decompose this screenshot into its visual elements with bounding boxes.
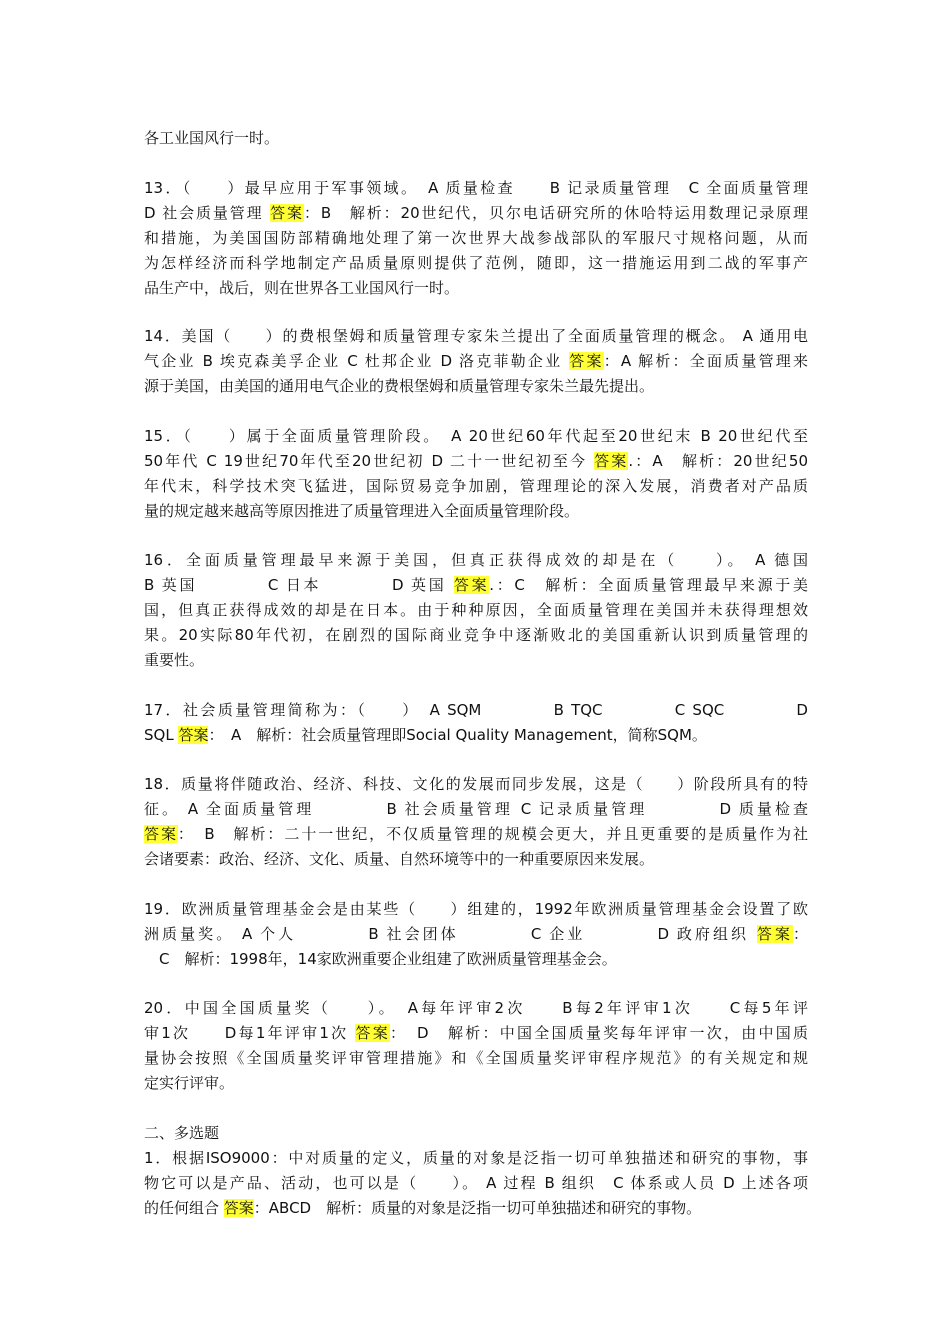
- answer-highlight: 答案: [178, 726, 209, 744]
- lead-paragraph: [144, 126, 808, 151]
- question-14: [144, 324, 808, 399]
- text-line: 量协会按照《全国质量奖评审管理措施》和《全国质量奖评审程序规范》的有关规定和规: [144, 1049, 808, 1067]
- text-line: 的任何组合 答案：ABCD 解析：质量的对象是泛指一切可单独描述和研究的事物。: [144, 1199, 702, 1217]
- question-19: [144, 897, 808, 972]
- text-line: 源于美国，由美国的通用电气企业的费根堡姆和质量管理专家朱兰最先提出。: [144, 377, 655, 395]
- text-line: 定实行评审。: [144, 1074, 235, 1092]
- text-line: 气企业 B 埃克森美孚企业 C 杜邦企业 D 洛克菲勒企业 答案：A 解析：全面质量管理来: [144, 352, 808, 370]
- text-line: SQL 答案： A 解析：社会质量管理即Social Quality Management，简称SQM。: [144, 726, 707, 744]
- text-line: 和措施，为美国国防部精确地处理了第一次世界大战参战部队的军服尺寸规格问题，从而: [144, 229, 808, 247]
- question-15: [144, 424, 808, 524]
- text-line: 量的规定越来越高等原因推进了质量管理进入全面质量管理阶段。: [144, 502, 580, 520]
- text-line: 20．中国全国质量奖（ ）。 A每年评审2次 B每2年评审1次 C每5年评: [144, 999, 808, 1017]
- answer-highlight: 答案: [594, 452, 629, 470]
- text-line: 为怎样经济而科学地制定产品质量原则提供了范例，随即，这一措施运用到二战的军事产: [144, 254, 808, 272]
- question-18: [144, 772, 808, 872]
- section-heading: [144, 1121, 808, 1146]
- text-line: 洲质量奖。 A 个人 B 社会团体 C 企业 D 政府组织 答案：: [144, 925, 808, 943]
- text-line: 答案： B 解析：二十一世纪，不仅质量管理的规模会更大，并且更重要的是质量作为社: [144, 825, 808, 843]
- answer-highlight: 答案: [756, 925, 793, 943]
- text-line: 16．全面质量管理最早来源于美国，但真正获得成效的却是在（ ）。 A 德国: [144, 551, 808, 569]
- text-line: 17．社会质量管理简称为：（ ） A SQM B TQC C SQC D: [144, 701, 808, 719]
- question-13: [144, 176, 808, 301]
- text-line: 国，但真正获得成效的却是在日本。由于种种原因，全面质量管理在美国并未获得理想效: [144, 601, 808, 619]
- text-line: 各工业国风行一时。: [144, 129, 280, 147]
- text-line: 会诸要素：政治、经济、文化、质量、自然环境等中的一种重要原因来发展。: [144, 850, 655, 868]
- text-line: 年代末，科学技术突飞猛进，国际贸易竞争加剧，管理理论的深入发展，消费者对产品质: [144, 477, 808, 495]
- text-line: 13．（ ）最早应用于军事领域。 A 质量检查 B 记录质量管理 C 全面质量管理: [144, 179, 808, 197]
- text-line: 征。 A 全面质量管理 B 社会质量管理 C 记录质量管理 D 质量检查: [144, 800, 808, 818]
- answer-highlight: 答案: [355, 1024, 390, 1042]
- answer-highlight: 答案: [453, 576, 490, 594]
- text-line: 14．美国（ ）的费根堡姆和质量管理专家朱兰提出了全面质量管理的概念。 A 通用电: [144, 327, 808, 345]
- question-16: [144, 548, 808, 673]
- text-line: 1．根据ISO9000：中对质量的定义，质量的对象是泛指一切可单独描述和研究的事物，事: [144, 1149, 808, 1167]
- question-20: [144, 996, 808, 1096]
- text-line: 物它可以是产品、活动，也可以是（ ）。 A 过程 B 组织 C 体系或人员 D 上述各项: [144, 1174, 808, 1192]
- text-line: 18．质量将伴随政治、经济、科技、文化的发展而同步发展，这是（ ）阶段所具有的特: [144, 775, 808, 793]
- multi-question-1: [144, 1146, 808, 1221]
- question-17: [144, 698, 808, 748]
- text-line: C 解析：1998年，14家欧洲重要企业组建了欧洲质量管理基金会。: [144, 950, 617, 968]
- text-line: 审1次 D每1年评审1次 答案： D 解析：中国全国质量奖每年评审一次，由中国质: [144, 1024, 808, 1042]
- text-line: 果。20实际80年代初，在剧烈的国际商业竞争中逐渐败北的美国重新认识到质量管理的: [144, 626, 808, 644]
- text-line: D 社会质量管理 答案：B 解析：20世纪代，贝尔电话研究所的休哈特运用数理记录原理: [144, 204, 808, 222]
- text-line: 二、多选题: [144, 1124, 220, 1142]
- text-line: 品生产中，战后，则在世界各工业国风行一时。: [144, 279, 460, 297]
- answer-highlight: 答案: [569, 352, 604, 370]
- answer-highlight: 答案: [223, 1199, 254, 1217]
- text-line: 重要性。: [144, 651, 205, 669]
- answer-highlight: 答案: [270, 204, 304, 222]
- answer-highlight: 答案: [144, 825, 178, 843]
- text-line: 50年代 C 19世纪70年代至20世纪初 D 二十一世纪初至今 答案.：A 解析：20世纪50: [144, 452, 808, 470]
- text-line: 19．欧洲质量管理基金会是由某些（ ）组建的，1992年欧洲质量管理基金会设置了欧: [144, 900, 808, 918]
- text-line: B 英国 C 日本 D 英国 答案.：C 解析：全面质量管理最早来源于美: [144, 576, 808, 594]
- text-line: 15．（ ）属于全面质量管理阶段。 A 20世纪60年代起至20世纪末 B 20世纪代至: [144, 427, 808, 445]
